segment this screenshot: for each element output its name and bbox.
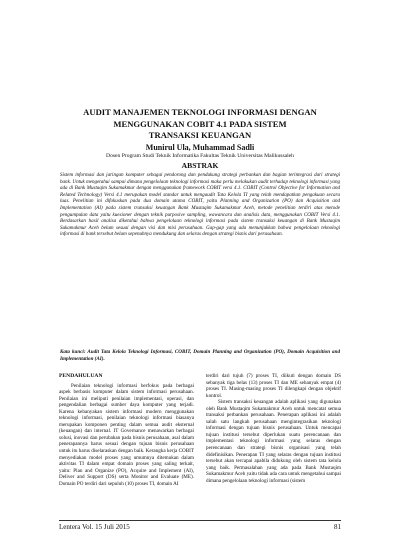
title-line: TRANSAKSI KEUANGAN: [148, 130, 252, 140]
page-number: 81: [334, 523, 341, 531]
body-paragraph: terdiri dari tujuh (7) proses TI, diikuti dengan domain DS sebanyak tiga belas (13) proses TI dan ME sebanyak empat (4) proses TI. Masing-masing proses TI dilengkapi dengan objektif kontrol.: [206, 373, 341, 399]
title-line: AUDIT MANAJEMEN TEKNOLOGI INFORMASI DENGAN: [83, 107, 317, 117]
paper-title: [40, 107, 360, 142]
body-column-right: [206, 373, 341, 484]
page-footer: [59, 520, 341, 531]
abstract-text: Sistem informasi dan jaringan komputer sebagai pendorong dan pendukung strategi perbankan dan bagian terintegrasi dari strategi bank. Untuk mengetahui sampai dimana pengelolaan teknologi informasi maka perlu melakukan audit terhadap teknologi informasi yang ada di Bank Mustaqim Sukamakmur dengan menggunakan framework COBIT versi 4.1. COBIT (Control Objective for Information and Related Technology) Versi 4.1 merupakan model standar untuk mengaudit Tata Kelola TI yang telah mendapatkan pengakuan secara luas. Penelitian ini difokuskan pada dua domain utama COBIT, yaitu Planning and Organization (PO) dan Acquisition and Implementation (AI) pada sistem transaksi keuangan Bank Mustaqim Sukamakmur Aceh, metode penelitian terdiri atas metode pengumpulan data yaitu kuesioner dengan teknik purposive sampling, wawancara dan analisis data, menggunakan COBIT Versi 4.1. Berdasarkan hasil analisa diketahui bahwa pengelolaan teknologi informasi pada sistem transaksi keuangan di Bank Mustaqim Sukamakmur Aceh belum sesuai dengan visi dan misi perusahaan. Gap-gap yang ada menunjukkan bahwa pengelolaan teknologi informasi di bank tersebut belum sepenuhnya mendukung dan selaras dengan strategi bisnis dari perusahaan.: [60, 172, 340, 238]
paper-authors: Munirul Ula, Muhammad Sadli: [145, 143, 255, 152]
abstract-heading: ABSTRAK: [181, 161, 219, 170]
body-paragraph: Sistem transaksi keuangan adalah aplikasi yang digunakan oleh Bank Mustaqim Sukamakmur Aceh untuk mencatat semua transaksi perbankan perusahaan. Penerapan aplikasi ini adalah salah satu langkah perusahaan mengintegrasikan teknologi informasi dengan tujuan bisnis perusahaan. Untuk mencapai tujuan institusi tersebut diperlukan suatu perencanaan dan implementasi teknologi informasi yang selaras dengan perencanaan dan strategi bisnis organisasi yang telah didefinisikan. Penerapan TI yang selaras dengan tujuan institusi tersebut akan tercapai apabila didukung oleh sistem tata kelola yang baik. Permasalahan yang ada pada Bank Mustaqim Sukamakmur Aceh yaitu tidak ada cara untuk mengetahui sampai dimana pengelolaan teknologi informasi (sistem: [206, 399, 341, 484]
body-column-left: [59, 373, 194, 487]
keywords: Kata kunci: Audit Tata Kelola Teknologi Informasi, COBIT, Domain Planning and Organization (PO), Domain Acquisition and Implementation (AI).: [60, 349, 340, 362]
body-paragraph: Penilaian teknologi informasi berfokus pada berbagai aspek berbasis komputer dalam sistem informasi perusahaan. Penilaian ini meliputi penilaian implementasi, operasi, dan pengendalian berbagai sumber daya komputer yang terjadi. Karena kebanyakan sistem informasi modern menggunakan teknologi informasi, penilaian teknologi informasi biasanya merupakan komponen penting dalam semua audit eksternal (keuangan) dan internal. IT Governance menawarkan berbagai solusi, inovasi dan perubahan pada bisnis perusahaan, asal dalam penerapannya harus sesuai dengan tujuan bisnis perusahaan untuk itu harus diselaraskan dengan baik. Kerangka kerja COBIT menyediakan model proses yang umumnya ditemukan dalam aktivitas TI dalam empat domain proses yang saling terkait, yaitu: Plan and Organize (PO), Acquire and Implement (AI), Deliver and Support (DS) serta Monitor and Evaluate (ME). Domain PO terdiri dari sepuluh (10) proses TI, domain AI: [59, 382, 194, 487]
journal-citation: Lentera Vol. 15 Juli 2015: [59, 523, 130, 531]
author-affiliation: Dosen Program Studi Teknik Informatika Fakultas Teknik Universitas Malikussaleh: [106, 153, 294, 159]
section-heading: PENDAHULUAN: [59, 373, 103, 379]
title-line: MENGGUNAKAN COBIT 4.1 PADA SISTEM: [113, 118, 287, 129]
